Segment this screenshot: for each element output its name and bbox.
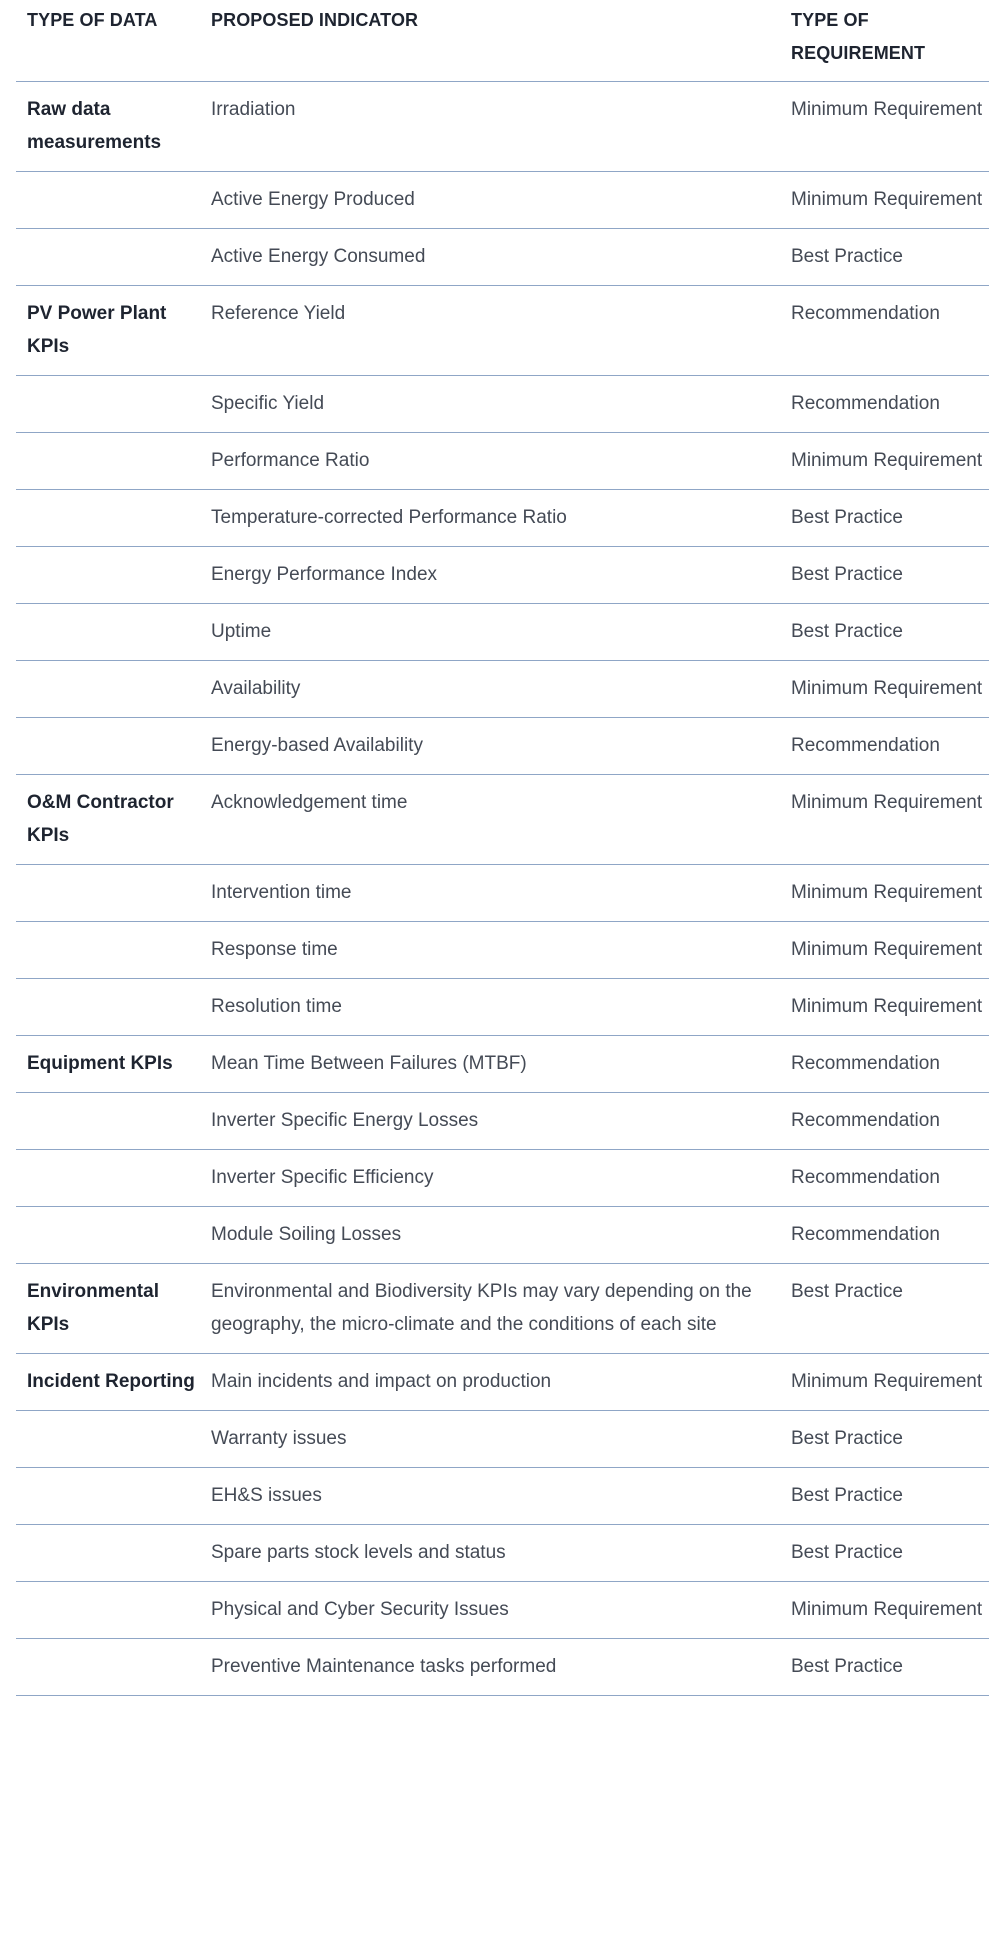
table-row xyxy=(16,1264,989,1354)
table-row xyxy=(16,172,989,229)
row-indicator: Performance Ratio xyxy=(211,450,370,471)
row-category xyxy=(16,1093,211,1149)
table-header-row xyxy=(16,0,989,82)
row-category xyxy=(16,1207,211,1263)
row-category xyxy=(16,1411,211,1467)
table-row xyxy=(16,82,989,172)
row-category xyxy=(16,865,211,921)
row-requirement: Minimum Requirement xyxy=(791,189,983,210)
table-row xyxy=(16,376,989,433)
row-indicator: Spare parts stock levels and status xyxy=(211,1542,506,1563)
row-category xyxy=(16,1582,211,1638)
row-category xyxy=(16,1150,211,1206)
row-indicator: Irradiation xyxy=(211,99,296,120)
row-requirement: Recommendation xyxy=(791,1167,940,1188)
row-category xyxy=(16,376,211,432)
row-category xyxy=(16,604,211,660)
row-requirement: Best Practice xyxy=(791,1656,903,1677)
row-indicator: Inverter Specific Energy Losses xyxy=(211,1110,479,1131)
row-indicator: Warranty issues xyxy=(211,1428,347,1449)
row-indicator: Specific Yield xyxy=(211,393,325,414)
header-type-of-requirement: TYPE OF REQUIREMENT xyxy=(791,10,926,63)
row-requirement: Recommendation xyxy=(791,1224,940,1245)
row-indicator: Inverter Specific Efficiency xyxy=(211,1167,434,1188)
table-row xyxy=(16,1525,989,1582)
row-requirement: Best Practice xyxy=(791,564,903,585)
row-requirement: Best Practice xyxy=(791,246,903,267)
row-indicator: Preventive Maintenance tasks performed xyxy=(211,1656,557,1677)
row-requirement: Best Practice xyxy=(791,1428,903,1449)
table-row xyxy=(16,604,989,661)
row-requirement: Recommendation xyxy=(791,303,940,324)
row-requirement: Recommendation xyxy=(791,1053,940,1074)
table-row xyxy=(16,775,989,865)
row-indicator: Module Soiling Losses xyxy=(211,1224,402,1245)
row-indicator: Physical and Cyber Security Issues xyxy=(211,1599,509,1620)
row-indicator: Mean Time Between Failures (MTBF) xyxy=(211,1053,527,1074)
table-row xyxy=(16,1411,989,1468)
table-row xyxy=(16,1354,989,1411)
row-category xyxy=(16,922,211,978)
row-category xyxy=(16,172,211,228)
row-category: O&M Contractor KPIs xyxy=(27,792,174,846)
table-row xyxy=(16,1582,989,1639)
row-indicator: Energy-based Availability xyxy=(211,735,423,756)
row-requirement: Recommendation xyxy=(791,735,940,756)
row-requirement: Minimum Requirement xyxy=(791,99,983,120)
row-category xyxy=(16,1639,211,1695)
row-category: Raw data measurements xyxy=(27,99,162,153)
row-indicator: Resolution time xyxy=(211,996,342,1017)
row-category xyxy=(16,979,211,1035)
row-category: Environmental KPIs xyxy=(27,1281,159,1335)
row-category xyxy=(16,718,211,774)
table-row xyxy=(16,433,989,490)
row-category xyxy=(16,433,211,489)
table-row xyxy=(16,718,989,775)
table-row xyxy=(16,661,989,718)
row-indicator: Uptime xyxy=(211,621,272,642)
table-row xyxy=(16,490,989,547)
row-requirement: Minimum Requirement xyxy=(791,939,983,960)
row-requirement: Best Practice xyxy=(791,1281,903,1302)
table-row xyxy=(16,286,989,376)
table-row xyxy=(16,547,989,604)
row-indicator: Availability xyxy=(211,678,301,699)
row-indicator: Intervention time xyxy=(211,882,352,903)
table-row xyxy=(16,1093,989,1150)
table-row xyxy=(16,1036,989,1093)
row-requirement: Best Practice xyxy=(791,507,903,528)
row-indicator: Reference Yield xyxy=(211,303,346,324)
row-requirement: Minimum Requirement xyxy=(791,792,983,813)
header-proposed-indicator: PROPOSED INDICATOR xyxy=(211,10,419,30)
row-indicator: Active Energy Consumed xyxy=(211,246,426,267)
row-requirement: Best Practice xyxy=(791,1485,903,1506)
row-indicator: Environmental and Biodiversity KPIs may vary depending on the geography, the micro-climate and the conditions of each site xyxy=(211,1281,752,1335)
table-row xyxy=(16,922,989,979)
row-category xyxy=(16,229,211,285)
table-row xyxy=(16,229,989,286)
row-indicator: Energy Performance Index xyxy=(211,564,438,585)
row-indicator: Acknowledgement time xyxy=(211,792,408,813)
row-requirement: Best Practice xyxy=(791,621,903,642)
table-row xyxy=(16,1150,989,1207)
row-category: PV Power Plant KPIs xyxy=(27,303,167,357)
row-indicator: Active Energy Produced xyxy=(211,189,415,210)
row-requirement: Minimum Requirement xyxy=(791,996,983,1017)
table-row xyxy=(16,1207,989,1264)
row-requirement: Recommendation xyxy=(791,393,940,414)
row-category xyxy=(16,490,211,546)
row-requirement: Minimum Requirement xyxy=(791,1371,983,1392)
table-body xyxy=(16,82,989,1696)
row-requirement: Minimum Requirement xyxy=(791,678,983,699)
table-row xyxy=(16,979,989,1036)
row-requirement: Recommendation xyxy=(791,1110,940,1131)
row-indicator: Response time xyxy=(211,939,338,960)
row-category xyxy=(16,661,211,717)
row-requirement: Minimum Requirement xyxy=(791,450,983,471)
table-row xyxy=(16,1639,989,1696)
row-category xyxy=(16,1525,211,1581)
table-row xyxy=(16,1468,989,1525)
row-category xyxy=(16,547,211,603)
row-indicator: Temperature-corrected Performance Ratio xyxy=(211,507,567,528)
table-row xyxy=(16,865,989,922)
header-type-of-data: TYPE OF DATA xyxy=(27,10,158,30)
row-category xyxy=(16,1468,211,1524)
row-indicator: Main incidents and impact on production xyxy=(211,1371,552,1392)
row-requirement: Minimum Requirement xyxy=(791,882,983,903)
row-indicator: EH&S issues xyxy=(211,1485,322,1506)
row-requirement: Best Practice xyxy=(791,1542,903,1563)
row-requirement: Minimum Requirement xyxy=(791,1599,983,1620)
kpi-table xyxy=(16,0,989,1696)
row-category: Equipment KPIs xyxy=(27,1053,173,1074)
row-category: Incident Reporting xyxy=(27,1371,195,1392)
